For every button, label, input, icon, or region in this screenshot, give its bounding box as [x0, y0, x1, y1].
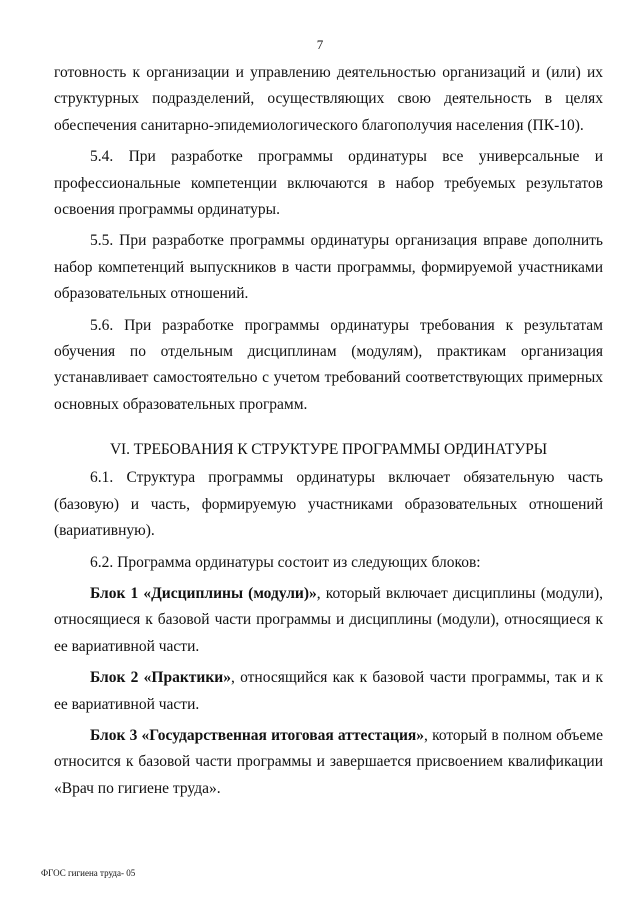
paragraph-5-4: 5.4. При разработке программы ординатуры все универсальные и профессиональные компетенции включаются в набор требуемых результатов освоения программы ординатуры. — [54, 148, 603, 219]
block-1-paragraph — [54, 581, 603, 660]
paragraph-6-2: 6.2. Программа ординатуры состоит из следующих блоков: — [90, 553, 481, 571]
paragraph-pk10: готовность к организации и управлению деятельностью организаций и (или) их структурных подразделений, осуществляющих свою деятельность в целях обеспечения санитарно-эпидемиологического благополучия населения (ПК-10). — [54, 64, 603, 134]
paragraph-5-5: 5.5. При разработке программы ординатуры организация вправе дополнить набор компетенций выпускников в части программы, формируемой участниками образовательных отношений. — [54, 232, 603, 303]
footer-label: ФГОС гигиена труда- 05 — [41, 868, 136, 878]
block-1-text: , который включает дисциплины (модули), относящиеся к базовой части программы и дисциплины (модули), относящиеся к ее вариативной части. — [54, 584, 603, 655]
block-1-title: Блок 1 «Дисциплины (модули)» — [90, 584, 317, 602]
paragraph-5-6: 5.6. При разработке программы ординатуры требования к результатам обучения по отдельным дисциплинам (модулям), практикам организация устанавливает самостоятельно с учетом требований соответствующих примерных основных образовательных программ. — [54, 316, 603, 413]
block-3-text: , который в полном объеме относится к базовой части программы и завершается присвоением квалификации «Врач по гигиене труда». — [54, 726, 603, 797]
page-number: 7 — [316, 37, 324, 52]
block-3-title: Блок 3 «Государственная итоговая аттестация» — [90, 726, 425, 744]
block-3-paragraph — [54, 723, 603, 802]
document-body — [54, 60, 603, 802]
block-2-paragraph — [54, 665, 603, 718]
block-2-text: , относящийся как к базовой части программы, так и к ее вариативной части. — [54, 669, 603, 713]
section-heading: VI. ТРЕБОВАНИЯ К СТРУКТУРЕ ПРОГРАММЫ ОРДИНАТУРЫ — [109, 441, 548, 459]
paragraph-6-1: 6.1. Структура программы ординатуры включает обязательную часть (базовую) и часть, формируемую участниками образовательных отношений (вариативную). — [54, 469, 603, 540]
block-2-title: Блок 2 «Практики» — [90, 669, 231, 687]
